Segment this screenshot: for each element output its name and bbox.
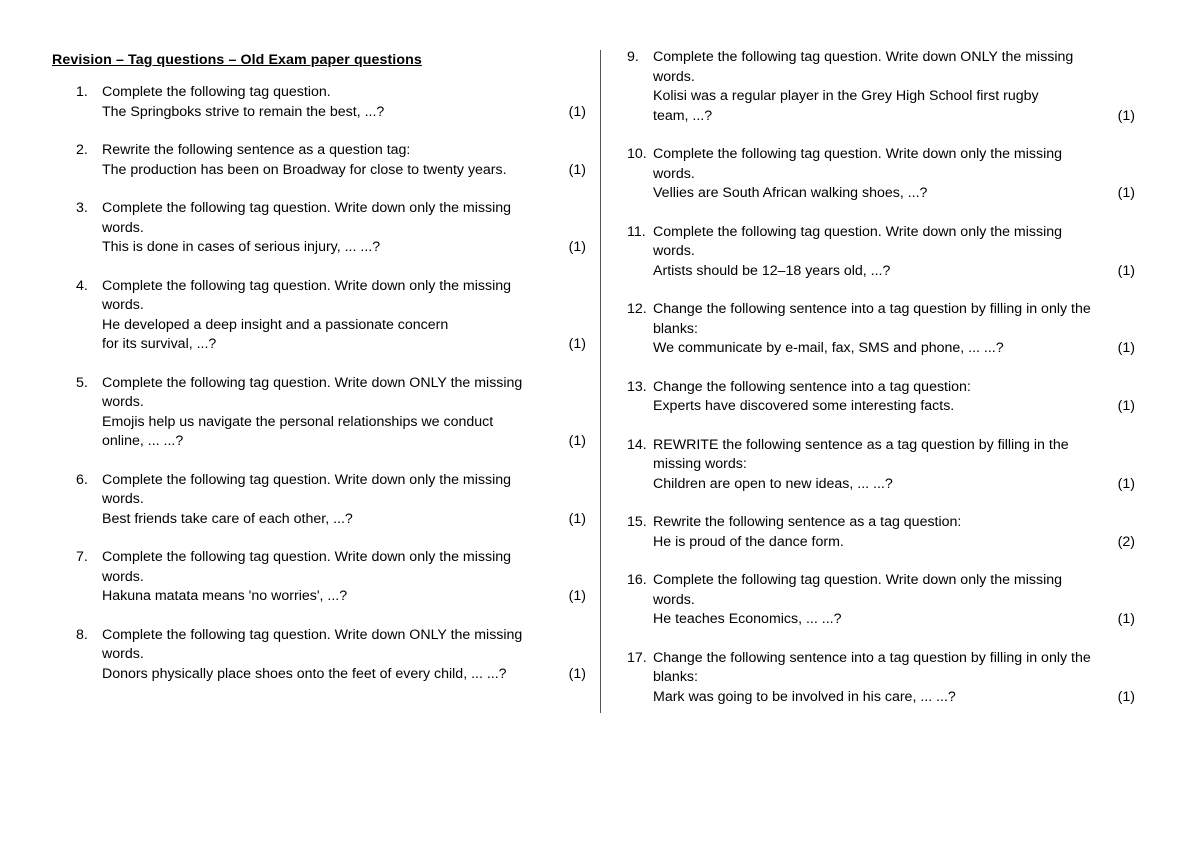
- question-line: [653, 668, 1137, 688]
- question-line: [102, 83, 592, 103]
- question-text: online, ... ...?: [102, 433, 184, 449]
- question-item: [52, 471, 592, 530]
- question-item: [52, 626, 592, 685]
- question-item: [627, 513, 1137, 552]
- marks-label: (1): [1117, 340, 1135, 356]
- question-text: We communicate by e-mail, fax, SMS and phone, ... ...?: [653, 340, 1004, 356]
- question-text: blanks:: [653, 320, 698, 337]
- question-line: [653, 223, 1137, 243]
- question-line: [653, 184, 1137, 204]
- question-item: [627, 649, 1137, 708]
- question-item: [52, 141, 592, 180]
- question-line: [102, 161, 592, 181]
- question-text: missing words:: [653, 456, 747, 472]
- marks-label: (1): [568, 588, 586, 604]
- question-text: team, ...?: [653, 107, 713, 124]
- question-text: words.: [653, 591, 695, 608]
- question-line: [653, 591, 1137, 611]
- page-title: Revision – Tag questions – Old Exam paper questions: [52, 52, 422, 68]
- question-instruction: Change the following sentence into a tag question by filling in only the: [653, 301, 1091, 317]
- question-line: [653, 397, 1137, 417]
- question-text: Vellies are South African walking shoes, ...?: [653, 185, 928, 201]
- question-line: [653, 688, 1137, 708]
- question-text: He developed a deep insight and a passionate concern: [102, 316, 449, 333]
- question-instruction: Complete the following tag question. Write down only the missing: [102, 277, 512, 294]
- question-line: [102, 141, 592, 161]
- question-item: [52, 548, 592, 607]
- marks-label: (1): [568, 103, 586, 120]
- question-line: [653, 571, 1137, 591]
- marks-label: (1): [568, 239, 586, 255]
- question-item: [52, 199, 592, 258]
- question-text: He is proud of the dance form.: [653, 533, 844, 550]
- question-line: [102, 219, 592, 239]
- marks-label: (1): [1117, 688, 1135, 705]
- question-number: 12.: [627, 301, 647, 317]
- question-line: [102, 316, 592, 336]
- marks-label: (1): [1117, 262, 1135, 279]
- marks-label: (1): [1117, 611, 1135, 627]
- question-line: [653, 513, 1137, 533]
- marks-label: (1): [1117, 398, 1135, 414]
- question-item: [52, 277, 592, 355]
- question-number: 8.: [76, 626, 88, 643]
- question-item: [627, 48, 1137, 126]
- question-line: [102, 645, 592, 665]
- question-number: 6.: [76, 471, 88, 488]
- question-item: [627, 300, 1137, 359]
- question-number: 4.: [76, 277, 88, 294]
- question-number: 2.: [76, 142, 88, 158]
- left-column: [52, 48, 592, 703]
- question-line: [102, 568, 592, 588]
- marks-label: (1): [568, 336, 586, 352]
- question-text: He teaches Economics, ... ...?: [653, 611, 842, 627]
- question-line: [102, 277, 592, 297]
- question-text: words.: [102, 491, 144, 507]
- question-line: [653, 378, 1137, 398]
- question-number: 1.: [76, 84, 88, 100]
- question-text: Donors physically place shoes onto the feet of every child, ... ...?: [102, 665, 507, 682]
- question-text: Experts have discovered some interesting facts.: [653, 398, 955, 414]
- question-instruction: Change the following sentence into a tag question:: [653, 378, 971, 395]
- question-instruction: Complete the following tag question. Write down only the missing: [102, 200, 512, 216]
- question-number: 10.: [627, 146, 647, 162]
- question-number: 15.: [627, 514, 647, 530]
- marks-label: (1): [1117, 475, 1135, 492]
- question-text: Children are open to new ideas, ... ...?: [653, 475, 893, 492]
- question-instruction: Complete the following tag question. Write down only the missing: [102, 549, 512, 565]
- question-item: [627, 571, 1137, 630]
- question-text: words.: [102, 219, 144, 236]
- marks-label: (1): [568, 161, 586, 178]
- question-instruction: Complete the following tag question. Write down ONLY the missing: [102, 374, 523, 391]
- question-instruction: Complete the following tag question. Write down only the missing: [102, 471, 512, 488]
- question-instruction: Complete the following tag question. Write down ONLY the missing: [653, 49, 1074, 65]
- question-line: [102, 490, 592, 510]
- question-number: 5.: [76, 374, 88, 391]
- question-text: words.: [102, 568, 144, 585]
- question-line: [653, 320, 1137, 340]
- question-line: [653, 107, 1137, 127]
- question-instruction: Complete the following tag question. Write down only the missing: [653, 572, 1063, 588]
- question-item: [52, 374, 592, 452]
- question-line: [653, 242, 1137, 262]
- question-list-left: [52, 83, 592, 684]
- question-line: [653, 339, 1137, 359]
- question-text: The Springboks strive to remain the best, ...?: [102, 103, 385, 120]
- question-line: [653, 262, 1137, 282]
- question-line: [653, 68, 1137, 88]
- question-line: [102, 238, 592, 258]
- question-line: [653, 145, 1137, 165]
- question-text: This is done in cases of serious injury, ... ...?: [102, 239, 381, 255]
- question-item: [627, 378, 1137, 417]
- question-line: [102, 432, 592, 452]
- question-text: Best friends take care of each other, ...?: [102, 510, 353, 527]
- question-number: 16.: [627, 572, 647, 588]
- question-line: [653, 475, 1137, 495]
- question-line: [653, 165, 1137, 185]
- question-number: 9.: [627, 49, 639, 65]
- marks-label: (1): [568, 510, 586, 527]
- question-number: 7.: [76, 549, 88, 565]
- question-line: [102, 103, 592, 123]
- question-line: [102, 471, 592, 491]
- question-line: [102, 393, 592, 413]
- marks-label: (2): [1117, 533, 1135, 550]
- question-number: 14.: [627, 436, 647, 453]
- question-text: words.: [653, 68, 695, 85]
- question-instruction: Rewrite the following sentence as a tag question:: [653, 514, 962, 530]
- question-text: words.: [102, 394, 144, 410]
- question-text: The production has been on Broadway for close to twenty years.: [102, 161, 507, 178]
- question-text: Emojis help us navigate the personal relationships we conduct: [102, 413, 494, 430]
- question-instruction: Change the following sentence into a tag question by filling in only the: [653, 649, 1091, 666]
- question-item: [627, 145, 1137, 204]
- marks-label: (1): [1117, 185, 1135, 201]
- question-text: Hakuna matata means 'no worries', ...?: [102, 588, 348, 604]
- question-line: [653, 436, 1137, 456]
- question-line: [653, 48, 1137, 68]
- question-instruction: Complete the following tag question. Write down ONLY the missing: [102, 626, 523, 643]
- question-line: [102, 374, 592, 394]
- question-text: words.: [653, 165, 695, 182]
- question-number: 3.: [76, 200, 88, 216]
- right-column: [627, 48, 1137, 726]
- question-item: [627, 436, 1137, 495]
- question-line: [653, 300, 1137, 320]
- question-list-right: [627, 48, 1137, 707]
- question-item: [627, 223, 1137, 282]
- question-instruction: Complete the following tag question. Write down only the missing: [653, 146, 1063, 162]
- question-instruction: Complete the following tag question. Write down only the missing: [653, 223, 1063, 240]
- question-line: [102, 413, 592, 433]
- question-line: [653, 610, 1137, 630]
- question-number: 17.: [627, 649, 647, 666]
- question-line: [102, 335, 592, 355]
- question-line: [102, 199, 592, 219]
- question-instruction: REWRITE the following sentence as a tag question by filling in the: [653, 436, 1069, 453]
- question-number: 13.: [627, 378, 647, 395]
- marks-label: (1): [1117, 107, 1135, 124]
- question-text: words.: [102, 646, 144, 662]
- question-text: Artists should be 12–18 years old, ...?: [653, 262, 891, 279]
- question-number: 11.: [627, 223, 646, 240]
- marks-label: (1): [568, 433, 586, 449]
- question-line: [102, 626, 592, 646]
- question-line: [653, 455, 1137, 475]
- question-instruction: Complete the following tag question.: [102, 84, 331, 100]
- question-text: words.: [653, 243, 695, 259]
- question-text: Kolisi was a regular player in the Grey High School first rugby: [653, 88, 1039, 104]
- question-text: blanks:: [653, 669, 698, 685]
- question-line: [102, 665, 592, 685]
- question-line: [102, 587, 592, 607]
- marks-label: (1): [568, 665, 586, 682]
- question-text: Mark was going to be involved in his care, ... ...?: [653, 688, 956, 705]
- question-line: [102, 548, 592, 568]
- question-text: for its survival, ...?: [102, 336, 217, 352]
- question-line: [653, 649, 1137, 669]
- question-line: [102, 510, 592, 530]
- question-instruction: Rewrite the following sentence as a question tag:: [102, 142, 411, 158]
- question-line: [653, 87, 1137, 107]
- column-divider: [600, 50, 601, 713]
- question-line: [102, 296, 592, 316]
- question-item: [52, 83, 592, 122]
- question-line: [653, 533, 1137, 553]
- question-text: words.: [102, 297, 144, 313]
